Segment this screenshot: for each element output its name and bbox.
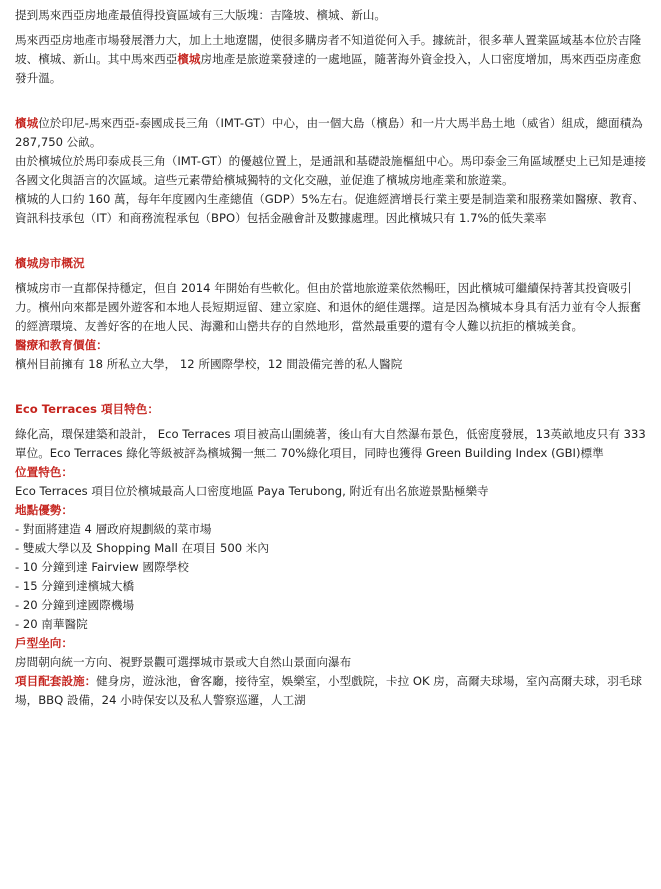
advantage-item: - 20 南華醫院 (15, 617, 88, 631)
market-paragraph: 檳城房市一直都保持穩定，但自 2014 年開始有些軟化。但由於當地旅遊業依然暢旺，因此檳城可繼續保持著其投資吸引力。檳州向來都是國外遊客和本地人長短期逗留、建立家庭、和退休的絕佳選擇。這是因為檳城本身具有活力並有令人振奮的經濟環境、友善好客的在地人民、海灘和山巒共存的自然地形，當然最重要的還有令人難以抗拒的檳城美食。 (15, 281, 642, 333)
advantage-item: - 20 分鐘到達國際機場 (15, 598, 135, 612)
intro-line: 提到馬來西亞房地產最值得投資區域有三大版塊：吉隆坡、檳城、新山。 (15, 8, 387, 22)
eco-heading: Eco Terraces 項目特色： (15, 402, 159, 416)
orientation-heading: 戶型坐向： (15, 636, 73, 650)
spacer (15, 374, 651, 400)
intro-text-post: 房地產是旅遊業發達的一處地區，隨著海外資金投入，人口密度增加，馬來西亞房產愈發升溫。 (15, 52, 642, 85)
penang-paragraph-2: 由於檳城位於馬印泰成長三角（IMT-GT）的優越位置上，是通訊和基礎設施樞紐中心。馬印泰金三角區域歷史上已知是連接各國文化與語言的次區域。這些元素帶給檳城獨特的文化交融，並促進了檳城房地產業和旅遊業。 (15, 154, 646, 187)
penang-text: 位於印尼-馬來西亞-泰國成長三角（IMT-GT）中心，由一個大島（檳島）和一片大馬半島土地（威省）組成，總面積為 287,750 公畝。 (15, 116, 643, 149)
penang-highlight: 檳城 (15, 116, 39, 130)
penang-paragraph-1 (15, 114, 651, 152)
orientation-text: 房間朝向統一方向、視野景觀可選擇城市景或大自然山景面向瀑布 (15, 655, 352, 669)
advantage-item: - 15 分鐘到達檳城大橋 (15, 579, 135, 593)
facilities-paragraph (15, 672, 651, 710)
facilities-text: 健身房，遊泳池，會客廳，接待室，娛樂室，小型戲院，卡拉 OK 房，高爾夫球場，室內高爾夫球，羽毛球場，BBQ 設備，24 小時保安以及私人警察巡邏，人工湖 (15, 674, 642, 707)
advantage-item: - 對面將建造 4 層政府規劃級的菜市場 (15, 522, 212, 536)
intro-text-pre: 馬來西亞房地產市場發展潛力大，加上土地遼闊，使很多購房者不知道從何入手。據統計，很多華人置業區域基本位於吉隆坡、檳城、新山。其中馬來西亞 (15, 33, 642, 66)
intro-highlight-penang: 檳城 (177, 52, 201, 66)
spacer (15, 88, 651, 114)
eco-paragraph: 綠化高，環保建築和設計， Eco Terraces 項目被高山圍繞著，後山有大自然瀑布景色，低密度發展，13英畝地皮只有 333 單位。Eco Terraces 綠化等級被評為檳城獨一無二 70%綠化項目，同時也獲得 Green Building Index (GBI)標準 (15, 427, 646, 460)
location-heading: 位置特色： (15, 465, 73, 479)
spacer (15, 228, 651, 254)
market-heading: 檳城房市概況 (15, 256, 85, 270)
penang-paragraph-3: 檳城的人口約 160 萬，每年年度國內生產總值（GDP）5%左右。促進經濟增長行業主要是制造業和服務業如醫療、教育、資訊科技承包（IT）和商務流程承包（BPO）包括金融會計及數據處理。因此檳城只有 1.7%的低失業率 (15, 192, 645, 225)
location-text: Eco Terraces 項目位於檳城最高人口密度地區 Paya Terubong, 附近有出名旅遊景點極樂寺 (15, 484, 489, 498)
medical-education-text: 檳州目前擁有 18 所私立大學， 12 所國際學校，12 間設備完善的私人醫院 (15, 357, 403, 371)
advantage-item: - 10 分鐘到達 Fairview 國際學校 (15, 560, 189, 574)
intro-paragraph (15, 31, 651, 88)
advantages-heading: 地點優勢： (15, 503, 73, 517)
medical-education-heading: 醫療和教育價值： (15, 338, 108, 352)
advantage-item: - 雙威大學以及 Shopping Mall 在項目 500 米內 (15, 541, 269, 555)
facilities-heading: 項目配套設施： (15, 674, 97, 688)
